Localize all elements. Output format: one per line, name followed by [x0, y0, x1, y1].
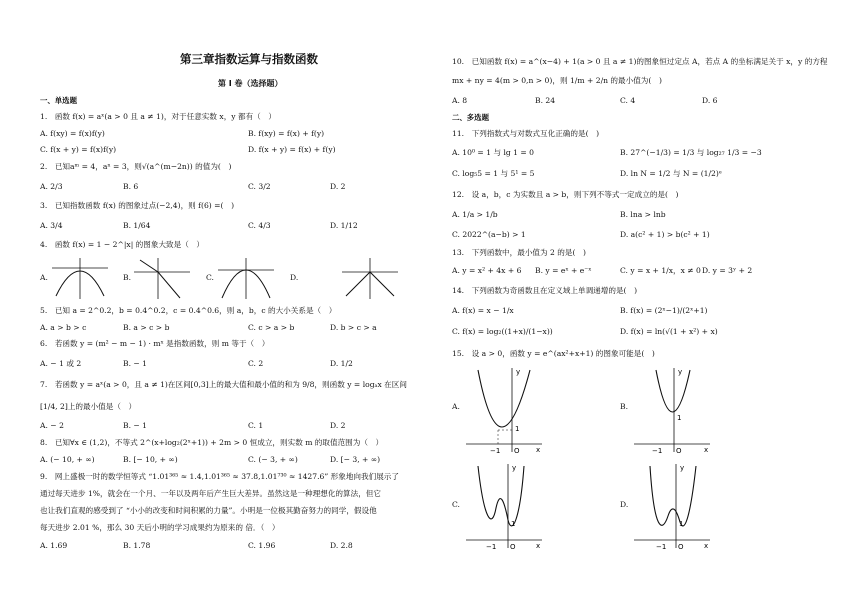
q8-option-c: C. (− 3, + ∞): [248, 455, 298, 464]
q7-option-b: B. − 1: [123, 421, 148, 430]
section-multi-choice: 二、多选题: [452, 113, 489, 122]
question-12: 12. 设 a，b，c 为实数且 a > b，则下列不等式一定成立的是( ): [452, 190, 679, 199]
q5-option-c: C. c > a > b: [248, 323, 295, 332]
q1-option-b: B. f(xy) = f(x) + f(y): [248, 129, 325, 138]
q8-option-a: A. (− 10, + ∞): [40, 455, 95, 464]
q7-option-c: C. 1: [248, 421, 264, 430]
question-15: 15. 设 a > 0，函数 y = e^(ax²+x+1) 的图象可能是( ): [452, 349, 655, 358]
q13-option-a: A. y = x² + 4x + 6: [452, 266, 522, 275]
question-10-line1: 10. 已知函数 f(x) = a^(x−4) + 1(a > 0 且 a ≠ 1)的图象恒过定点 A，若点 A 的坐标满足关于 x，y 的方程: [452, 57, 828, 66]
question-10-line2: mx + ny = 4(m > 0,n > 0)，则 1/m + 2/n 的最小值为( ): [452, 76, 662, 85]
question-6: 6. 若函数 y = (m² − m − 1) · mˣ 是指数函数，则 m 等于（ ）: [40, 339, 270, 348]
q11-option-a: A. 10⁰ = 1 与 lg 1 = 0: [452, 148, 535, 157]
q12-option-d: D. a(c² + 1) > b(c² + 1): [620, 230, 710, 239]
q3-option-a: A. 3/4: [40, 221, 63, 230]
q10-option-d: D. 6: [702, 96, 718, 105]
q1-option-d: D. f(x + y) = f(x) + f(y): [248, 145, 336, 154]
q15b-origin-label: O: [676, 447, 682, 454]
q15-label-b: B.: [620, 402, 628, 411]
q8-option-b: B. [− 10, + ∞): [123, 455, 178, 464]
q2-option-b: B. 6: [123, 182, 139, 191]
question-9-line3: 也让我们直观的感受到了 “小小的改变和时间积累的力量”。小明是一位极其勤奋努力的同学，假设他: [40, 506, 377, 515]
q15c-one-label: 1: [511, 520, 516, 528]
q2-option-c: C. 3/2: [248, 182, 271, 191]
q4-label-c: C.: [206, 273, 214, 282]
q15-graph-b: [632, 364, 712, 454]
q2-option-a: A. 2/3: [40, 182, 63, 191]
q7-option-a: A. − 2: [40, 421, 64, 430]
q4-graph-a: [50, 256, 110, 300]
q11-option-b: B. 27^(−1/3) = 1/3 与 log₂₇ 1/3 = −3: [620, 148, 762, 157]
q15b-one-label: 1: [677, 414, 682, 422]
q12-option-c: C. 2022^(a−b) > 1: [452, 230, 526, 239]
q15b-x-label: x: [704, 446, 709, 454]
q10-option-a: A. 8: [452, 96, 468, 105]
q3-option-c: C. 4/3: [248, 221, 271, 230]
q15-graph-d: [632, 460, 712, 550]
q9-option-c: C. 1.96: [248, 541, 276, 550]
q6-option-b: B. − 1: [123, 359, 148, 368]
q15a-one-label: 1: [515, 425, 520, 433]
q12-option-b: B. lna > lnb: [620, 210, 666, 219]
q4-label-a: A.: [40, 273, 48, 282]
question-7-line2: [1/4, 2]上的最小值是（ ）: [40, 402, 137, 411]
q15c-y-label: y: [512, 464, 517, 472]
question-8: 8. 已知∀x ∈ (1,2)，不等式 2^(x+log₂(2ˣ+1)) + 2m > 0 恒成立，则实数 m 的取值范围为（ ）: [40, 438, 384, 447]
question-9-line2: 通过每天进步 1%，就会在一个月、一年以及两年后产生巨大差异。虽然这是一种理想化的算法，但它: [40, 489, 381, 498]
question-2: 2. 已知aᵐ = 4，aⁿ = 3，则√(a^(m−2n)) 的值为( ): [40, 162, 232, 171]
question-4: 4. 函数 f(x) = 1 − 2^|x| 的图象大致是（ ）: [40, 240, 205, 249]
q11-option-d: D. ln N = 1/2 与 N = (1/2)ᵉ: [620, 169, 722, 178]
page-subtitle: 第 I 卷（选择题）: [218, 79, 283, 88]
q15-label-c: C.: [452, 500, 460, 509]
q15a-origin-label: O: [514, 447, 520, 454]
q15d-y-label: y: [680, 464, 685, 472]
q15c-origin-label: O: [510, 543, 516, 550]
q3-option-b: B. 1/64: [123, 221, 151, 230]
section-single-choice: 一、单选题: [40, 96, 77, 105]
question-3: 3. 已知指数函数 f(x) 的图象过点(−2,4)，则 f(6) =( ): [40, 201, 235, 210]
question-7-line1: 7. 若函数 y = aˣ(a > 0，且 a ≠ 1)在区间[0,3]上的最大值和最小值的和为 9/8，则函数 y = logₐx 在区间: [40, 380, 407, 389]
q15-label-d: D.: [620, 500, 629, 509]
q6-option-d: D. 1/2: [330, 359, 353, 368]
q5-option-d: D. b > c > a: [330, 323, 377, 332]
q1-option-c: C. f(x + y) = f(x)f(y): [40, 145, 117, 154]
q14-option-d: D. f(x) = ln(√(1 + x²) + x): [620, 327, 718, 336]
q8-option-d: D. [− 3, + ∞): [330, 455, 381, 464]
q6-option-c: C. 2: [248, 359, 264, 368]
q15-graph-a: [464, 364, 544, 454]
q15a-y-label: y: [516, 368, 521, 376]
q9-option-a: A. 1.69: [40, 541, 68, 550]
q1-option-a: A. f(xy) = f(x)f(y): [40, 129, 105, 138]
q15-label-a: A.: [452, 402, 460, 411]
q15a-x-label: x: [536, 446, 541, 454]
q9-option-b: B. 1.78: [123, 541, 151, 550]
q12-option-a: A. 1/a > 1/b: [452, 210, 498, 219]
question-14: 14. 下列函数为奇函数且在定义域上单调递增的是( ): [452, 286, 638, 295]
q15c-neg1-label: −1: [486, 543, 497, 550]
question-11: 11. 下列指数式与对数式互化正确的是( ): [452, 129, 600, 138]
q4-graph-c: [216, 256, 276, 300]
q15b-neg1-label: −1: [652, 447, 663, 454]
question-1: 1. 函数 f(x) = aˣ(a > 0 且 a ≠ 1)，对于任意实数 x，y 都有（ ）: [40, 112, 276, 121]
q15c-x-label: x: [536, 542, 541, 550]
q15d-origin-label: O: [678, 543, 684, 550]
q15-graph-c: [464, 460, 544, 550]
q15d-x-label: x: [704, 542, 709, 550]
question-5: 5. 已知 a = 2^0.2，b = 0.4^0.2，c = 0.4^0.6，则 a，b，c 的大小关系是（ ）: [40, 306, 337, 315]
q15b-y-label: y: [678, 368, 683, 376]
q10-option-c: C. 4: [620, 96, 636, 105]
question-9-line1: 9. 网上盛极一时的数学恒等式 “1.01³⁶⁵ ≈ 1.4,1.01³⁶⁵ ≈ 37.8,1.01⁷³⁰ ≈ 1427.6” 形象地向我们展示了: [40, 472, 399, 481]
q7-option-d: D. 2: [330, 421, 346, 430]
q4-label-d: D.: [290, 273, 299, 282]
q6-option-a: A. − 1 或 2: [40, 359, 82, 368]
q4-label-b: B.: [123, 273, 131, 282]
q2-option-d: D. 2: [330, 182, 346, 191]
q13-option-b: B. y = eˣ + e⁻ˣ: [535, 266, 592, 275]
q14-option-a: A. f(x) = x − 1/x: [452, 306, 514, 315]
q9-option-d: D. 2.8: [330, 541, 353, 550]
q14-option-b: B. f(x) = (2ˣ−1)/(2ˣ+1): [620, 306, 708, 315]
q5-option-b: B. a > c > b: [123, 323, 170, 332]
page-title: 第三章指数运算与指数函数: [180, 52, 318, 66]
q5-option-a: A. a > b > c: [40, 323, 87, 332]
q13-option-c: C. y = x + 1/x，x ≠ 0: [620, 266, 701, 275]
question-9-line4: 每天进步 2.01 %，那么 30 天后小明的学习成果约为原来的 倍．（ ）: [40, 523, 280, 532]
q15d-neg1-label: −1: [656, 543, 667, 550]
q11-option-c: C. log₅5 = 1 与 5¹ = 5: [452, 169, 535, 178]
q15a-neg1-label: −1: [490, 447, 501, 454]
q4-graph-d: [340, 256, 400, 300]
q13-option-d: D. y = 3ʸ + 2: [702, 266, 753, 275]
q3-option-d: D. 1/12: [330, 221, 358, 230]
q14-option-c: C. f(x) = log₂((1+x)/(1−x)): [452, 327, 553, 336]
q10-option-b: B. 24: [535, 96, 556, 105]
q4-graph-b: [132, 256, 192, 300]
q15d-one-label: 1: [679, 520, 684, 528]
question-13: 13. 下列函数中，最小值为 2 的是( ): [452, 248, 586, 257]
